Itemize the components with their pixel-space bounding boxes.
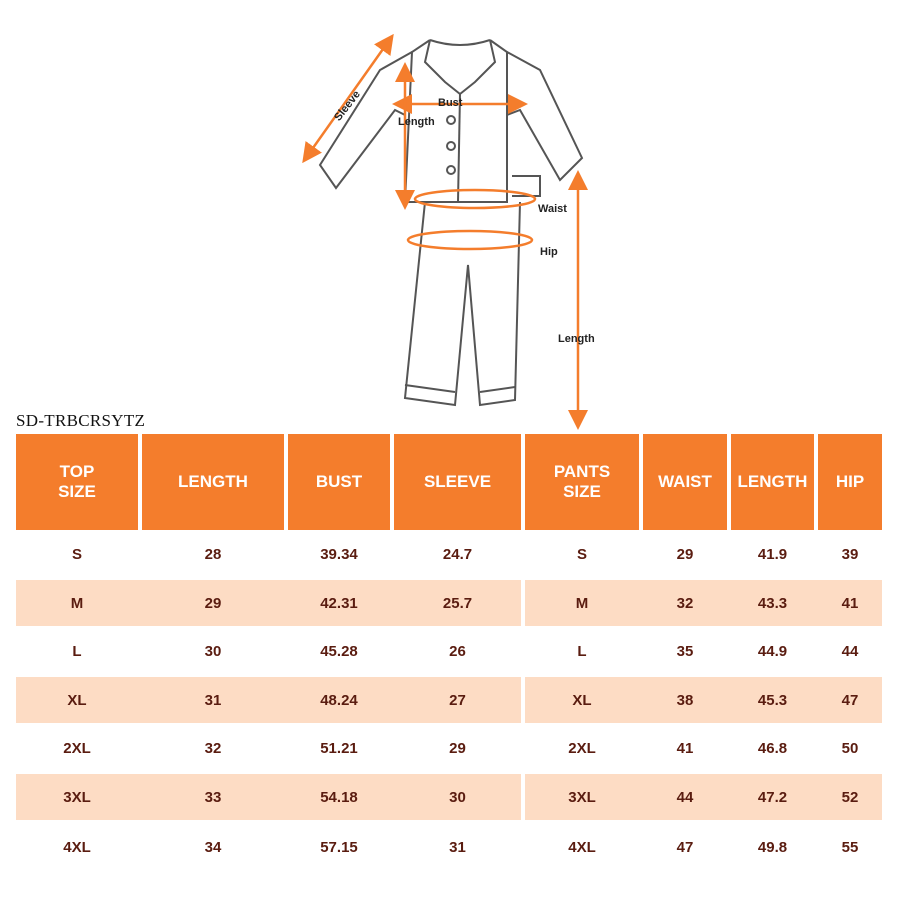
table-cell: 31 — [449, 838, 466, 856]
bust-label: Bust — [438, 97, 463, 109]
table-cell: 48.24 — [320, 691, 358, 709]
header-bust: BUST — [288, 434, 390, 530]
table-cell: 3XL — [568, 788, 596, 806]
hip-label: Hip — [540, 246, 558, 258]
table-cell: S — [71, 545, 82, 563]
table-cell: 25.7 — [442, 594, 473, 612]
table-cell: XL — [67, 691, 87, 709]
table-cell: 27 — [449, 691, 466, 709]
table-cell: 44 — [841, 642, 859, 660]
table-cell: 39 — [841, 545, 859, 563]
table-cell: 41 — [841, 594, 859, 612]
table-cell: 45.3 — [757, 691, 788, 709]
top-length-label: Length — [398, 116, 435, 128]
table-cell: XL — [572, 691, 592, 709]
table-cell: 41.9 — [757, 545, 788, 563]
table-cell: 30 — [204, 642, 222, 660]
table-cell: 41 — [676, 739, 694, 757]
table-cell: 29 — [449, 739, 466, 757]
table-cell: 47.2 — [757, 788, 788, 806]
table-cell: 31 — [204, 691, 222, 709]
table-cell: 55 — [841, 838, 859, 856]
sleeve-label: Sleeve — [331, 88, 363, 124]
table-cell: 44.9 — [757, 642, 788, 660]
pajama-illustration — [0, 0, 900, 430]
table-cell: 29 — [204, 594, 222, 612]
product-code: SD-TRBCRSYTZ — [16, 411, 146, 430]
table-cell: 26 — [449, 642, 466, 660]
table-cell: 49.8 — [757, 838, 788, 856]
table-cell: 43.3 — [757, 594, 788, 612]
waist-label: Waist — [538, 203, 567, 215]
table-cell: 57.15 — [320, 838, 358, 856]
table-cell: 4XL — [568, 838, 596, 856]
table-cell: 50 — [841, 739, 859, 757]
table-cell: 4XL — [63, 838, 91, 856]
header-pants-size: PANTS SIZE — [525, 434, 639, 530]
table-cell: 33 — [204, 788, 222, 806]
table-cell: M — [70, 594, 84, 612]
table-cell: 24.7 — [442, 545, 473, 563]
measurement-diagram — [0, 0, 900, 430]
header-pants-length: LENGTH — [731, 434, 814, 530]
table-cell: 29 — [676, 545, 694, 563]
table-cell: 2XL — [568, 739, 596, 757]
table-cell: 45.28 — [320, 642, 358, 660]
table-cell: 42.31 — [320, 594, 358, 612]
table-cell: 44 — [676, 788, 694, 806]
table-cell: 39.34 — [320, 545, 358, 563]
header-sleeve: SLEEVE — [394, 434, 521, 530]
table-cell: L — [577, 642, 587, 660]
shirt-buttons — [447, 116, 455, 174]
table-cell: 30 — [449, 788, 466, 806]
table-cell: 35 — [676, 642, 694, 660]
table-cell: 51.21 — [320, 739, 358, 757]
header-top-size: TOP SIZE — [16, 434, 138, 530]
table-cell: M — [575, 594, 589, 612]
table-cell: S — [576, 545, 587, 563]
header-waist: WAIST — [643, 434, 727, 530]
table-cell: 3XL — [63, 788, 91, 806]
header-hip: HIP — [818, 434, 882, 530]
table-cell: L — [72, 642, 82, 660]
table-cell: 52 — [841, 788, 859, 806]
table-cell: 47 — [841, 691, 859, 709]
table-cell: 54.18 — [320, 788, 358, 806]
table-cell: 46.8 — [757, 739, 788, 757]
table-cell: 32 — [204, 739, 222, 757]
table-cell: 32 — [676, 594, 694, 612]
table-cell: 47 — [676, 838, 694, 856]
table-cell: 2XL — [63, 739, 91, 757]
table-cell: 34 — [204, 838, 222, 856]
table-cell: 28 — [204, 545, 222, 563]
table-cell: 38 — [676, 691, 694, 709]
pants-length-label: Length — [558, 333, 595, 345]
header-top-length: LENGTH — [142, 434, 284, 530]
